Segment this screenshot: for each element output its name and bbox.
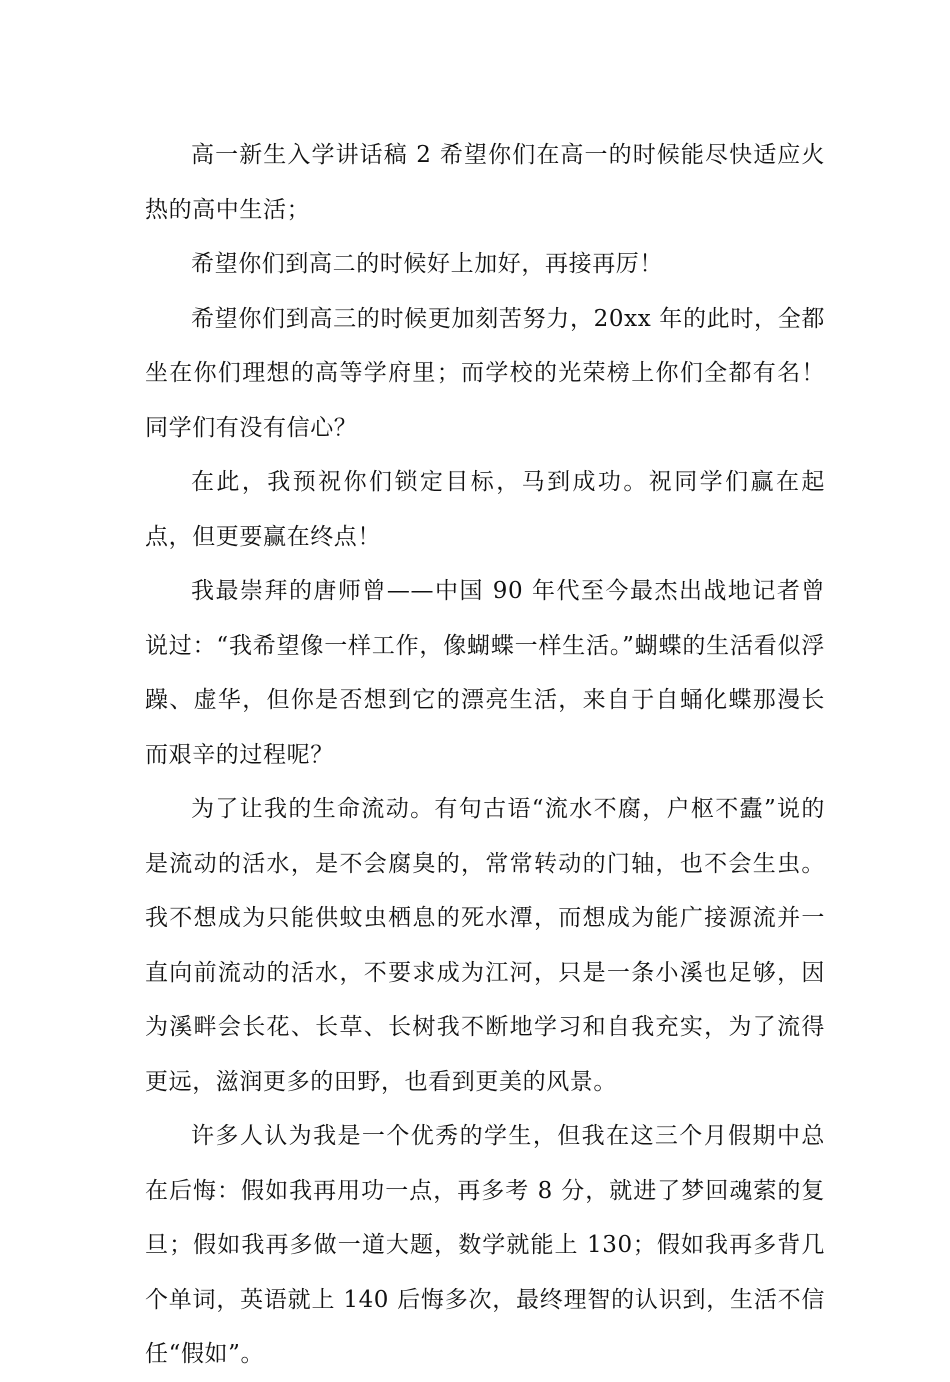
paragraph: 希望你们到高三的时候更加刻苦努力，20xx 年的此时，全都坐在你们理想的高等学府里；而学校的光荣榜上你们全都有名！同学们有没有信心？: [145, 305, 825, 441]
paragraph: 为了让我的生命流动。有句古语“流水不腐，户枢不蠹”说的是流动的活水，是不会腐臭的，常常转动的门轴，也不会生虫。我不想成为只能供蚊虫栖息的死水潭，而想成为能广接源流并一直向前流动的活水，不要求成为江河，只是一条小溪也足够，因为溪畔会长花、长草、长树我不断地学习和自我充实，为了流得更远，滋润更多的田野，也看到更美的风景。: [145, 796, 825, 1095]
paragraph: 许多人认为我是一个优秀的学生，但我在这三个月假期中总在后悔：假如我再用功一点，再多考 8 分，就进了梦回魂萦的复旦；假如我再多做一道大题，数学就能上 130；假如我再多背几个单词，英语就上 140 后悔多次，最终理智的认识到，生活不信任“假如”。: [145, 1123, 825, 1367]
paragraph: 高一新生入学讲话稿 2 希望你们在高一的时候能尽快适应火热的高中生活；: [145, 142, 825, 223]
paragraph: 我最崇拜的唐师曾——中国 90 年代至今最杰出战地记者曾说过：“我希望像一样工作，像蝴蝶一样生活。”蝴蝶的生活看似浮躁、虚华，但你是否想到它的漂亮生活，来自于自蛹化蝶那漫长而艰辛的过程呢？: [145, 578, 825, 768]
paragraph: 在此，我预祝你们锁定目标，马到成功。祝同学们赢在起点，但更要赢在终点！: [145, 469, 825, 550]
document-body: [145, 128, 825, 1382]
paragraph: 希望你们到高二的时候好上加好，再接再厉！: [191, 251, 663, 277]
